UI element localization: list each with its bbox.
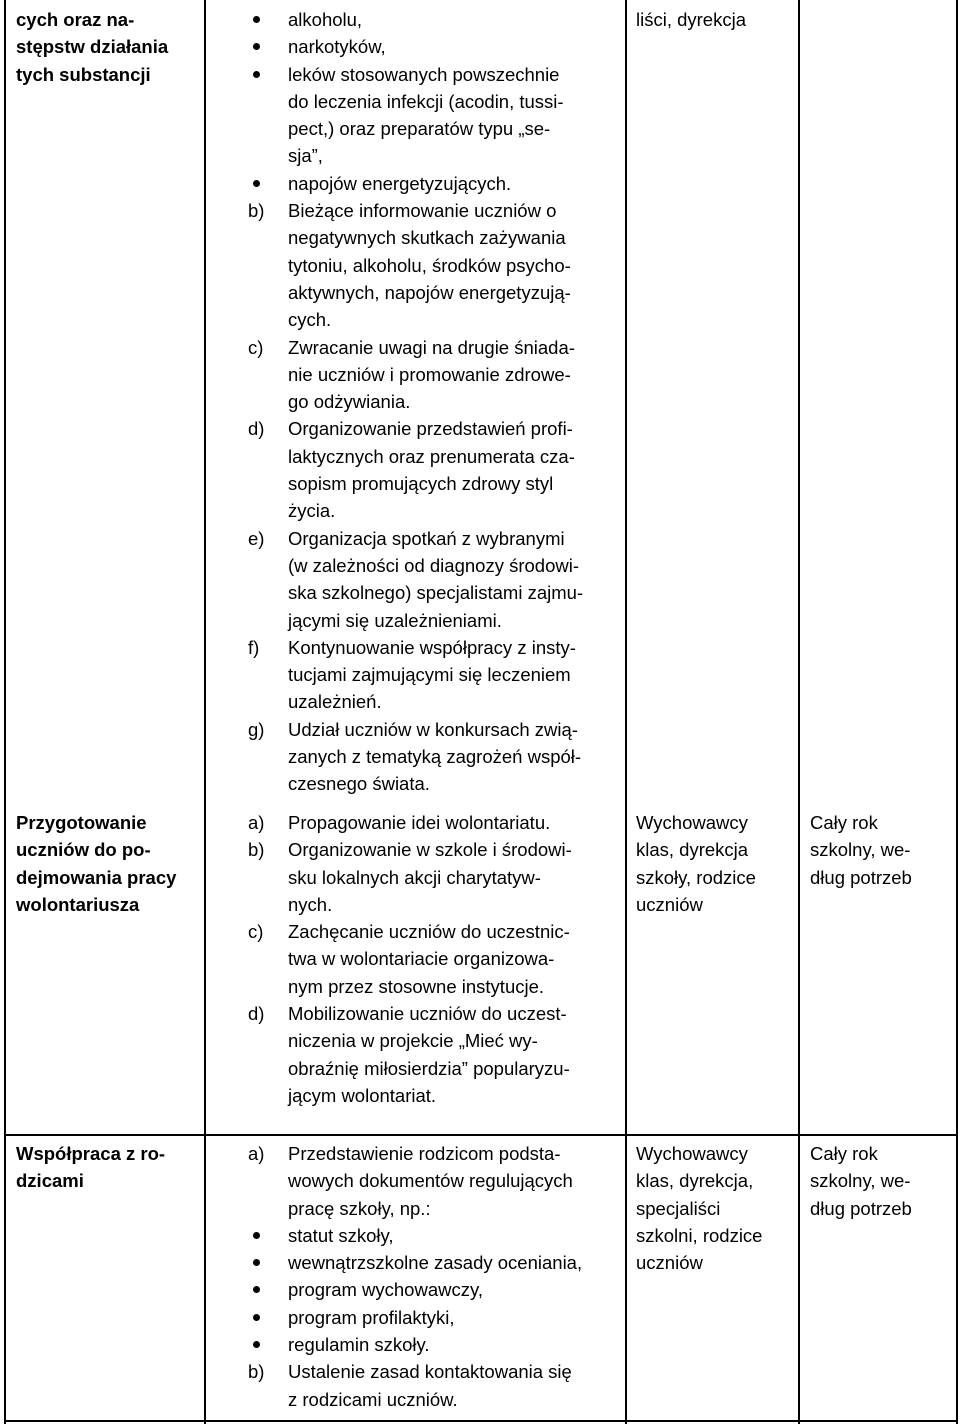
list-marker: b) — [248, 839, 265, 861]
text-line: obraźnię miłosierdzia” popularyzu- — [288, 1057, 570, 1079]
text-line: specjaliści — [636, 1197, 721, 1219]
text-line: jącymi się uzależnieniami. — [288, 609, 502, 631]
text-line: dzicami — [16, 1170, 84, 1192]
text-line: tytoniu, alkoholu, środków psycho- — [288, 254, 571, 276]
list-item — [248, 1222, 620, 1249]
text-line: Mobilizowanie uczniów do uczest- — [288, 1003, 567, 1025]
text-line: czesnego świata. — [288, 773, 430, 795]
text-line: niczenia w projekcie „Mieć wy- — [288, 1030, 538, 1052]
list-item — [248, 1000, 620, 1109]
bullet-icon — [253, 1341, 260, 1348]
text-line: sku lokalnych akcji charytatyw- — [288, 866, 541, 888]
bullet-icon — [253, 1232, 260, 1239]
text-line: uzależnień. — [288, 691, 382, 713]
list-item-text — [288, 1331, 620, 1358]
list-marker: c) — [248, 336, 264, 358]
row-1-term — [810, 809, 950, 891]
text-line: Udział uczniów w konkursach zwią- — [288, 718, 578, 740]
list-item-text — [288, 525, 620, 634]
text-line: regulamin szkoły. — [288, 1334, 430, 1356]
text-line: Wychowawcy — [636, 812, 748, 833]
table-border-left — [4, 0, 6, 1424]
text-line: laktycznych oraz prenumerata cza- — [288, 445, 575, 467]
bullet-icon — [253, 1286, 260, 1293]
text-line: negatywnych skutkach zażywania — [288, 227, 566, 249]
row-divider — [4, 1134, 957, 1136]
list-item-text — [288, 1000, 620, 1109]
list-item-text — [288, 1140, 620, 1222]
text-line: Przedstawienie rodzicom podsta- — [288, 1143, 561, 1164]
text-line: pect,) oraz preparatów typu „se- — [288, 118, 551, 140]
row-0-actions — [248, 6, 620, 798]
text-line: statut szkoły, — [288, 1224, 394, 1246]
text-line: życia. — [288, 500, 336, 522]
table-border-bottom — [4, 1420, 957, 1422]
row-2-term — [810, 1140, 950, 1222]
text-line: szkolny, we- — [810, 839, 911, 861]
text-line: zanych z tematyką zagrożeń współ- — [288, 746, 582, 768]
text-line: nych. — [288, 893, 333, 915]
list-item — [248, 634, 620, 716]
list-item — [248, 170, 620, 197]
text-line: dług potrzeb — [810, 1197, 912, 1219]
list-marker: g) — [248, 718, 265, 740]
row-1-responsible — [636, 809, 786, 918]
text-line: alkoholu, — [288, 9, 363, 30]
row-1-actions — [248, 809, 620, 1109]
bullet-icon — [253, 180, 260, 187]
list-item-text — [288, 197, 620, 333]
text-line: sja”, — [288, 145, 323, 167]
list-item — [248, 334, 620, 416]
text-line: go odżywiania. — [288, 391, 411, 413]
list-item-text — [288, 634, 620, 716]
text-line: Zwracanie uwagi na drugie śniada- — [288, 336, 575, 358]
list-item-text — [288, 334, 620, 416]
text-line: narkotyków, — [288, 36, 386, 58]
text-line: program profilaktyki, — [288, 1306, 455, 1328]
text-line: program wychowawczy, — [288, 1279, 483, 1301]
row-2-responsible — [636, 1140, 786, 1276]
list-item-text — [288, 1249, 620, 1276]
list-item-text — [288, 170, 620, 197]
text-line: do leczenia infekcji (acodin, tussi- — [288, 90, 564, 112]
text-line: Przygotowanie — [16, 812, 147, 833]
table-border-col2 — [625, 0, 627, 1424]
table-border-col3 — [798, 0, 800, 1424]
text-line: Kontynuowanie współpracy z insty- — [288, 636, 576, 658]
bullet-icon — [253, 1259, 260, 1266]
text-line: tych substancji — [16, 63, 151, 85]
list-item-text — [288, 1304, 620, 1331]
text-line: twa w wolontariacie organizowa- — [288, 948, 555, 970]
text-line: klas, dyrekcja, — [636, 1170, 754, 1192]
list-item — [248, 809, 620, 836]
list-item-text — [288, 61, 620, 170]
list-item — [248, 6, 620, 33]
text-line: nie uczniów i promowanie zdrowe- — [288, 363, 571, 385]
text-line: cych. — [288, 309, 332, 331]
list-item-text — [288, 33, 620, 60]
text-line: uczniów — [636, 1252, 703, 1274]
text-line: leków stosowanych powszechnie — [288, 63, 560, 85]
text-line: Organizacja spotkań z wybranymi — [288, 527, 565, 549]
list-item-text — [288, 716, 620, 798]
list-item — [248, 918, 620, 1000]
text-line: uczniów — [636, 893, 703, 915]
row-2-actions — [248, 1140, 620, 1413]
text-line: napojów energetyzujących. — [288, 172, 512, 194]
list-marker: c) — [248, 921, 264, 943]
text-line: Ustalenie zasad kontaktowania się — [288, 1361, 572, 1383]
text-line: Współpraca z ro- — [16, 1143, 166, 1164]
list-item — [248, 61, 620, 170]
list-marker: b) — [248, 200, 265, 222]
text-line: nym przez stosowne instytucje. — [288, 975, 545, 997]
text-line: Cały rok — [810, 1143, 878, 1164]
row-0-topic — [16, 6, 196, 88]
list-item-text — [288, 1358, 620, 1413]
text-line: szkolni, rodzice — [636, 1224, 763, 1246]
list-item — [248, 197, 620, 333]
list-item — [248, 525, 620, 634]
list-item — [248, 1358, 620, 1413]
list-item-text — [288, 918, 620, 1000]
text-line: z rodzicami uczniów. — [288, 1388, 458, 1410]
list-item — [248, 415, 620, 524]
list-marker: b) — [248, 1361, 265, 1383]
text-line: szkolny, we- — [810, 1170, 911, 1192]
text-line: Bieżące informowanie uczniów o — [288, 200, 557, 222]
text-line: uczniów do po- — [16, 839, 151, 861]
bullet-icon — [253, 1314, 260, 1321]
list-marker: f) — [248, 636, 260, 658]
text-line: sopism promujących zdrowy styl — [288, 473, 554, 495]
text-line: Propagowanie idei wolontariatu. — [288, 812, 551, 833]
list-item-text — [288, 1222, 620, 1249]
list-marker: d) — [248, 1003, 265, 1025]
table-border-right — [956, 0, 958, 1424]
bullet-icon — [253, 71, 260, 78]
table-border-col1 — [204, 0, 206, 1424]
list-item — [248, 836, 620, 918]
bullet-icon — [253, 43, 260, 50]
list-item-text — [288, 6, 620, 33]
list-item-text — [288, 415, 620, 524]
text-line: Wychowawcy — [636, 1143, 748, 1164]
list-item-text — [288, 1276, 620, 1303]
text-line: dług potrzeb — [810, 866, 912, 888]
text-line: pracę szkoły, np.: — [288, 1197, 431, 1219]
list-marker: a) — [248, 812, 265, 833]
text-line: Cały rok — [810, 812, 878, 833]
text-line: liści, dyrekcja — [636, 9, 746, 30]
list-marker: e) — [248, 527, 265, 549]
list-item — [248, 33, 620, 60]
list-marker: a) — [248, 1143, 265, 1164]
text-line: Zachęcanie uczniów do uczestnic- — [288, 921, 570, 943]
text-line: wolontariusza — [16, 893, 140, 915]
text-line: (w zależności od diagnozy środowi- — [288, 554, 579, 576]
list-item — [248, 1276, 620, 1303]
text-line: Organizowanie w szkole i środowi- — [288, 839, 572, 861]
text-line: dejmowania pracy — [16, 866, 177, 888]
text-line: ska szkolnego) specjalistami zajmu- — [288, 582, 584, 604]
text-line: klas, dyrekcja — [636, 839, 749, 861]
text-line: aktywnych, napojów energetyzują- — [288, 281, 571, 303]
list-item-text — [288, 836, 620, 918]
list-item — [248, 1304, 620, 1331]
row-2-topic — [16, 1140, 196, 1195]
list-item — [248, 1140, 620, 1222]
text-line: wewnątrzszkolne zasady oceniania, — [288, 1252, 583, 1274]
list-item-text — [288, 809, 620, 836]
row-0-responsible — [636, 6, 786, 33]
text-line: wowych dokumentów regulujących — [288, 1170, 573, 1192]
text-line: cych oraz na- — [16, 9, 135, 30]
list-marker: d) — [248, 418, 265, 440]
text-line: stępstw działania — [16, 36, 169, 58]
row-1-topic — [16, 809, 196, 918]
list-item — [248, 716, 620, 798]
text-line: tucjami zajmującymi się leczeniem — [288, 664, 571, 686]
list-item — [248, 1249, 620, 1276]
text-line: szkoły, rodzice — [636, 866, 756, 888]
text-line: Organizowanie przedstawień profi- — [288, 418, 573, 440]
bullet-icon — [253, 16, 260, 23]
list-item — [248, 1331, 620, 1358]
text-line: jącym wolontariat. — [288, 1084, 437, 1106]
